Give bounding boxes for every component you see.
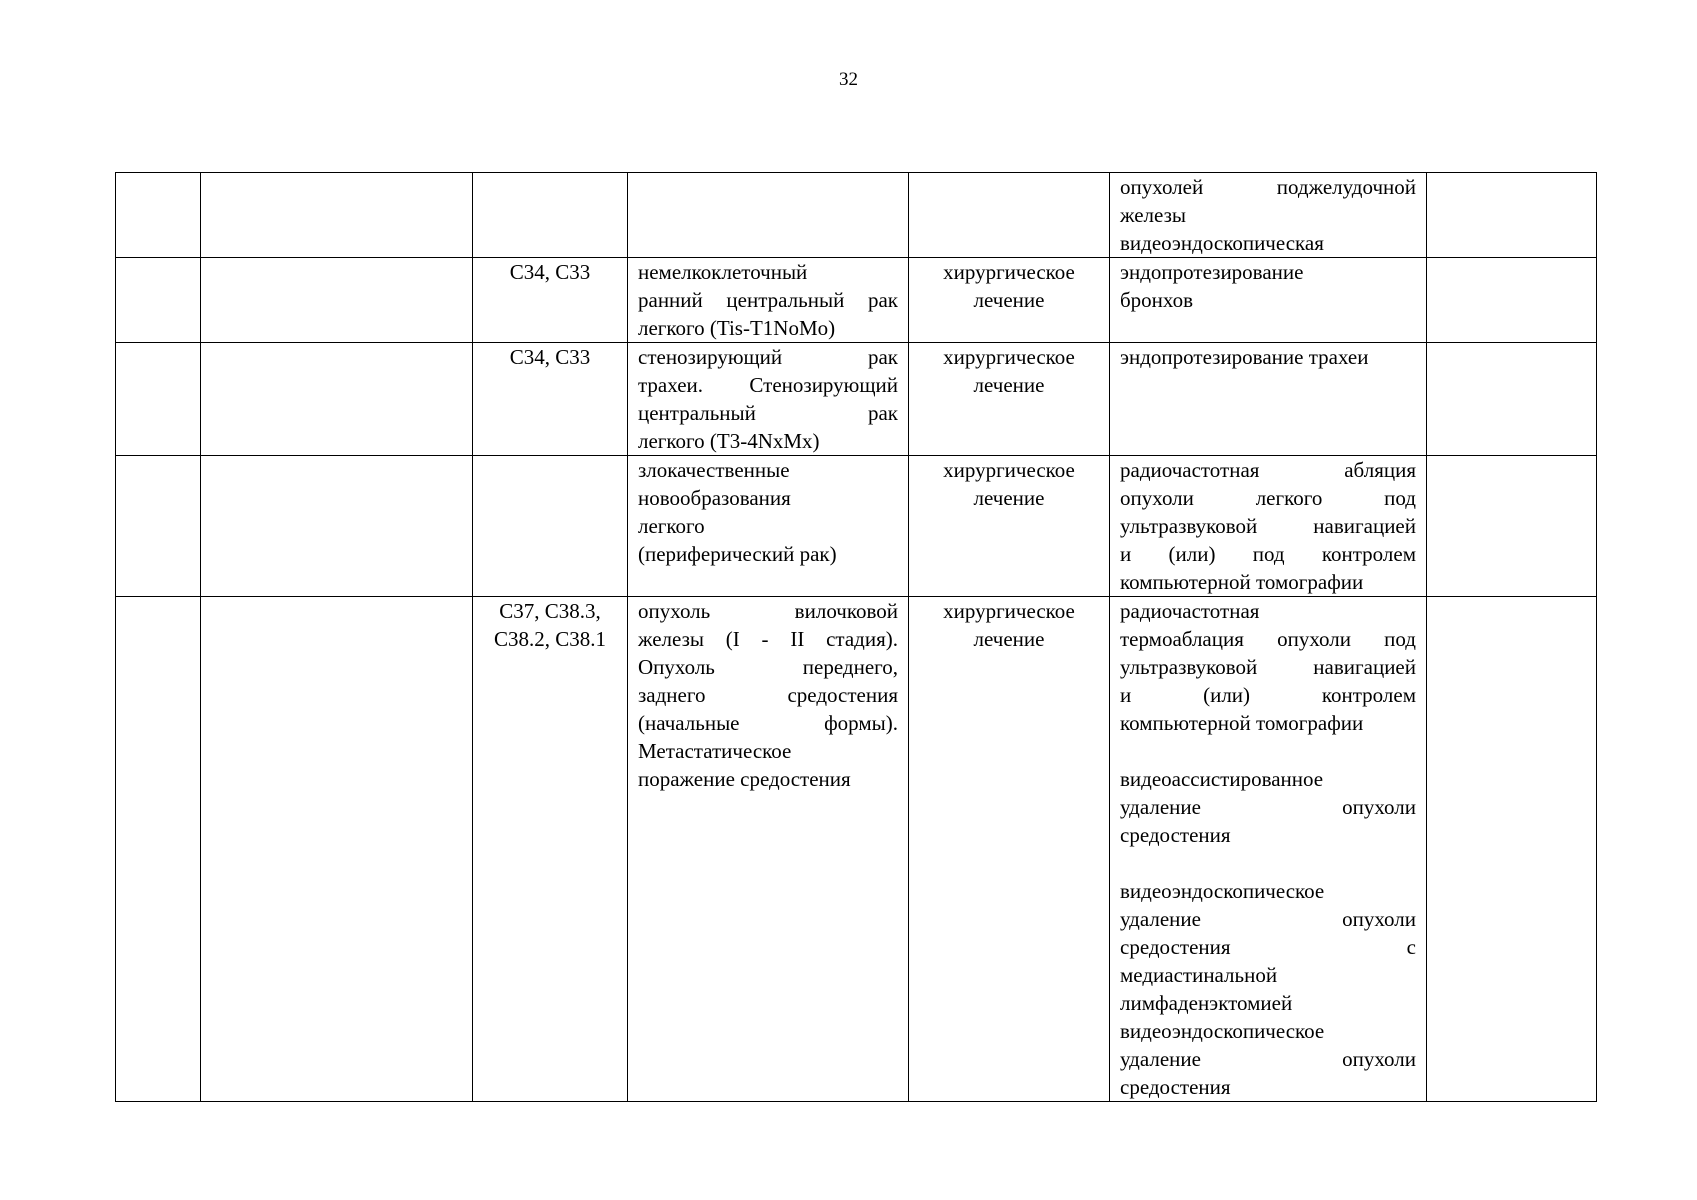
cell-icd-codes [473, 456, 628, 597]
cell-treatment-method [1110, 456, 1427, 597]
cell-text-line: видеоассистированное [1120, 767, 1324, 791]
cell-text-line: лимфаденэктомией [1120, 991, 1293, 1015]
cell-text-line: легкого (T3-4NxMx) [638, 429, 820, 453]
cell-text-line: медиастинальной [1120, 963, 1278, 987]
cell-text-line: радиочастотная абляция [1120, 458, 1416, 482]
cell-text-line: радиочастотная [1120, 599, 1260, 623]
cell-icd-codes [473, 173, 628, 258]
cell-extra [1427, 258, 1597, 343]
cell-text-line: и (или) под контролем [1120, 542, 1416, 566]
cell-text-line: опухоль вилочковой [638, 599, 898, 623]
table-row [116, 343, 1597, 456]
cell-text-line: (периферический рак) [638, 542, 837, 566]
cell-text-line: легкого (Tis-T1NoMo) [638, 316, 836, 340]
cell-text-line: железы (I - II стадия). [638, 627, 898, 651]
table-row [116, 258, 1597, 343]
cell-text-line: (начальные формы). [638, 711, 898, 735]
cell-text-line: C34, C33 [509, 260, 591, 284]
cell-text-line: опухолей поджелудочной [1120, 175, 1416, 199]
cell-number [116, 597, 201, 1102]
cell-icd-codes [473, 258, 628, 343]
cell-name [201, 456, 473, 597]
cell-text-line: C38.2, C38.1 [493, 627, 606, 651]
cell-name [201, 343, 473, 456]
cell-text-line: ультразвуковой навигацией [1120, 514, 1416, 538]
paragraph-gap [1120, 737, 1416, 765]
cell-text-line: стенозирующий рак [638, 345, 898, 369]
cell-text-line: компьютерной томографии [1120, 711, 1364, 735]
cell-diagnosis [628, 456, 909, 597]
cell-text-line: удаление опухоли [1120, 1047, 1416, 1071]
cell-treatment-type [909, 597, 1110, 1102]
cell-text-line: хирургическое [943, 260, 1075, 284]
cell-text-line: заднего средостения [638, 683, 898, 707]
paragraph-gap [1120, 849, 1416, 877]
cell-text-line: C37, C38.3, [499, 599, 601, 623]
cell-text-line: термоаблация опухоли под [1120, 627, 1416, 651]
treatment-table [115, 172, 1597, 1102]
cell-text-line: поражение средостения [638, 767, 851, 791]
cell-text-line: эндопротезирование [1120, 260, 1304, 284]
cell-text-line: немелкоклеточный [638, 260, 808, 284]
cell-text-line: лечение [973, 486, 1045, 510]
cell-name [201, 173, 473, 258]
cell-text-line: лечение [973, 288, 1045, 312]
cell-text-line: ранний центральный рак [638, 288, 898, 312]
cell-number [116, 258, 201, 343]
cell-text-line: видеоэндоскопическое [1120, 1019, 1325, 1043]
cell-text-line: средостения [1120, 823, 1231, 847]
cell-treatment-method [1110, 343, 1427, 456]
cell-text-line: средостения [1120, 1075, 1231, 1099]
cell-text-line: железы [1120, 203, 1187, 227]
cell-text-line: трахеи. Стенозирующий [638, 373, 898, 397]
table-row [116, 597, 1597, 1102]
cell-text-line: видеоэндоскопическая [1120, 231, 1324, 255]
cell-text-line: ультразвуковой навигацией [1120, 655, 1416, 679]
cell-text-line: новообразования [638, 486, 791, 510]
cell-treatment-type [909, 456, 1110, 597]
cell-text-line: опухоли легкого под [1120, 486, 1416, 510]
cell-text-line: хирургическое [943, 599, 1075, 623]
table-row [116, 456, 1597, 597]
cell-icd-codes [473, 597, 628, 1102]
cell-name [201, 258, 473, 343]
cell-name [201, 597, 473, 1102]
cell-text-line: и (или) контролем [1120, 683, 1416, 707]
cell-text-line: средостения с [1120, 935, 1416, 959]
cell-treatment-type [909, 343, 1110, 456]
cell-text-line: хирургическое [943, 458, 1075, 482]
cell-diagnosis [628, 597, 909, 1102]
cell-number [116, 173, 201, 258]
cell-text-line: легкого [638, 514, 705, 538]
cell-text-line: лечение [973, 373, 1045, 397]
cell-text-line: C34, C33 [509, 345, 591, 369]
cell-treatment-type [909, 258, 1110, 343]
cell-number [116, 456, 201, 597]
cell-text-line: эндопротезирование трахеи [1120, 345, 1369, 369]
cell-diagnosis [628, 173, 909, 258]
cell-text-line: Метастатическое [638, 739, 792, 763]
cell-text-line: центральный рак [638, 401, 898, 425]
cell-diagnosis [628, 343, 909, 456]
cell-text-line: видеоэндоскопическое [1120, 879, 1325, 903]
cell-text-line: бронхов [1120, 288, 1194, 312]
cell-diagnosis [628, 258, 909, 343]
cell-text-line: компьютерной томографии [1120, 570, 1364, 594]
cell-extra [1427, 597, 1597, 1102]
cell-treatment-type [909, 173, 1110, 258]
cell-text-line: злокачественные [638, 458, 790, 482]
cell-treatment-method [1110, 258, 1427, 343]
cell-text-line: лечение [973, 627, 1045, 651]
table-row [116, 173, 1597, 258]
cell-text-line: удаление опухоли [1120, 795, 1416, 819]
cell-text-line: хирургическое [943, 345, 1075, 369]
cell-text-line: удаление опухоли [1120, 907, 1416, 931]
cell-number [116, 343, 201, 456]
cell-extra [1427, 343, 1597, 456]
cell-text-line: Опухоль переднего, [638, 655, 898, 679]
cell-icd-codes [473, 343, 628, 456]
cell-treatment-method [1110, 173, 1427, 258]
cell-extra [1427, 173, 1597, 258]
page-number: 32 [839, 69, 858, 90]
cell-treatment-method [1110, 597, 1427, 1102]
cell-extra [1427, 456, 1597, 597]
